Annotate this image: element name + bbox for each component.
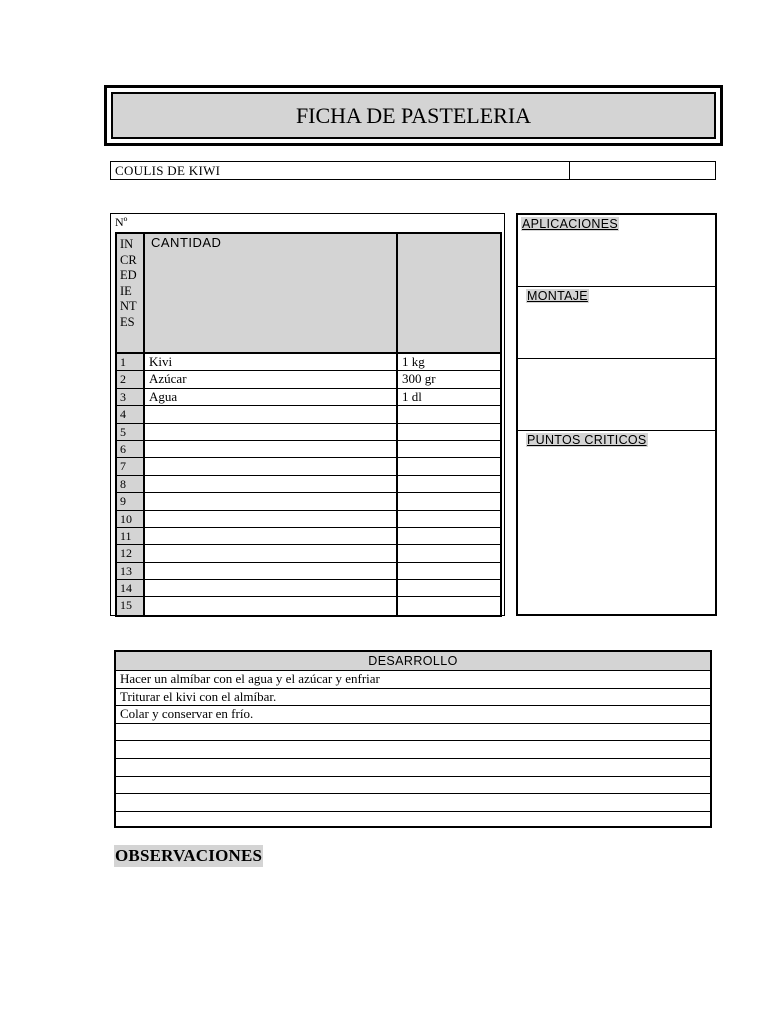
row-number: 5 — [117, 424, 145, 440]
ingredient-cell — [145, 424, 398, 440]
ingredient-cell — [145, 563, 398, 579]
side-panel — [516, 213, 717, 616]
desarrollo-step — [116, 777, 710, 795]
desarrollo-step: Triturar el kivi con el almíbar. — [116, 689, 710, 707]
quantity-cell — [398, 406, 500, 422]
montaje-section — [518, 287, 715, 359]
page-title: FICHA DE PASTELERIA — [111, 92, 716, 139]
table-row — [117, 580, 500, 597]
ingredient-cell — [145, 597, 398, 614]
quantity-cell — [398, 458, 500, 474]
ingredient-cell — [145, 528, 398, 544]
puntos-criticos-section — [518, 431, 715, 614]
row-number: 6 — [117, 441, 145, 457]
ingredient-cell — [145, 580, 398, 596]
ingredients-header-line: CR — [120, 252, 137, 267]
blank-section — [518, 359, 715, 431]
ingredients-rows — [117, 354, 500, 615]
ingredient-cell — [145, 493, 398, 509]
ingredient-cell — [145, 458, 398, 474]
table-row — [117, 406, 500, 423]
quantity-cell — [398, 441, 500, 457]
quantity-cell: 1 dl — [402, 388, 422, 404]
ingredients-header-line: NT — [120, 299, 137, 313]
quantity-cell — [398, 476, 500, 492]
quantity-cell — [398, 545, 500, 561]
desarrollo-step — [116, 794, 710, 812]
ingredient-cell — [145, 476, 398, 492]
row-number: 1 — [117, 354, 145, 370]
quantity-cell — [398, 597, 500, 614]
ingredients-table — [115, 232, 502, 617]
ingredient-cell: Azúcar — [145, 371, 398, 387]
table-row — [117, 354, 500, 371]
row-number: 13 — [117, 563, 145, 579]
ingredients-section — [110, 213, 505, 616]
quantity-value-header — [398, 234, 500, 352]
row-number: 10 — [117, 511, 145, 527]
ingredient-cell: Kivi — [145, 354, 398, 370]
table-row — [117, 424, 500, 441]
row-number: 15 — [117, 597, 145, 614]
desarrollo-rows — [116, 671, 710, 829]
row-number: 4 — [117, 406, 145, 422]
ingredients-header-line: IN — [120, 237, 134, 251]
row-number: 9 — [117, 493, 145, 509]
desarrollo-step: Colar y conservar en frío. — [116, 706, 710, 724]
desarrollo-step: Hacer un almíbar con el agua y el azúcar y enfriar — [116, 671, 710, 689]
row-number: 8 — [117, 476, 145, 492]
ingredient-cell — [145, 441, 398, 457]
ingredient-cell — [145, 545, 398, 561]
ingredient-cell — [145, 406, 398, 422]
montaje-label: MONTAJE — [527, 289, 588, 303]
quantity-cell — [398, 580, 500, 596]
ingredients-header-line: ED — [120, 268, 137, 282]
table-row — [117, 597, 500, 614]
desarrollo-header: DESARROLLO — [116, 652, 710, 671]
number-label: Nº — [115, 215, 128, 229]
table-row — [117, 493, 500, 510]
quantity-cell — [398, 493, 500, 509]
table-row — [117, 371, 500, 388]
row-number: 14 — [117, 580, 145, 596]
table-row — [117, 476, 500, 493]
row-number: 12 — [117, 545, 145, 561]
table-row — [117, 441, 500, 458]
quantity-cell — [398, 528, 500, 544]
ingredients-header-line: IE — [120, 283, 132, 298]
ingredients-table-header — [117, 234, 500, 354]
recipe-name-bar — [110, 161, 716, 180]
table-row — [117, 563, 500, 580]
aplicaciones-label: APLICACIONES — [522, 217, 618, 231]
table-row — [117, 528, 500, 545]
desarrollo-step — [116, 724, 710, 742]
desarrollo-table — [114, 650, 712, 828]
quantity-cell: 300 gr — [402, 371, 436, 387]
quantity-cell — [398, 511, 500, 527]
ingredient-cell — [145, 511, 398, 527]
table-row — [117, 458, 500, 475]
ingredients-header-line: ES — [120, 314, 135, 329]
row-number: 3 — [117, 389, 145, 405]
puntos-criticos-label: PUNTOS CRITICOS — [527, 433, 647, 447]
row-number: 7 — [117, 458, 145, 474]
observaciones-heading: OBSERVACIONES — [115, 846, 263, 865]
quantity-header: CANTIDAD — [145, 234, 398, 352]
quantity-cell — [398, 424, 500, 440]
quantity-cell — [398, 563, 500, 579]
title-box — [104, 85, 723, 146]
table-row — [117, 545, 500, 562]
table-row — [117, 511, 500, 528]
row-number: 11 — [117, 528, 145, 544]
recipe-name: COULIS DE KIWI — [111, 162, 570, 179]
desarrollo-step — [116, 812, 710, 830]
row-number: 2 — [117, 371, 145, 387]
desarrollo-step — [116, 759, 710, 777]
desarrollo-step — [116, 741, 710, 759]
ingredients-header-label — [117, 234, 145, 352]
ingredient-cell: Agua — [145, 389, 398, 405]
aplicaciones-section — [518, 215, 715, 287]
quantity-cell: 1 kg — [402, 354, 425, 369]
table-row — [117, 389, 500, 406]
